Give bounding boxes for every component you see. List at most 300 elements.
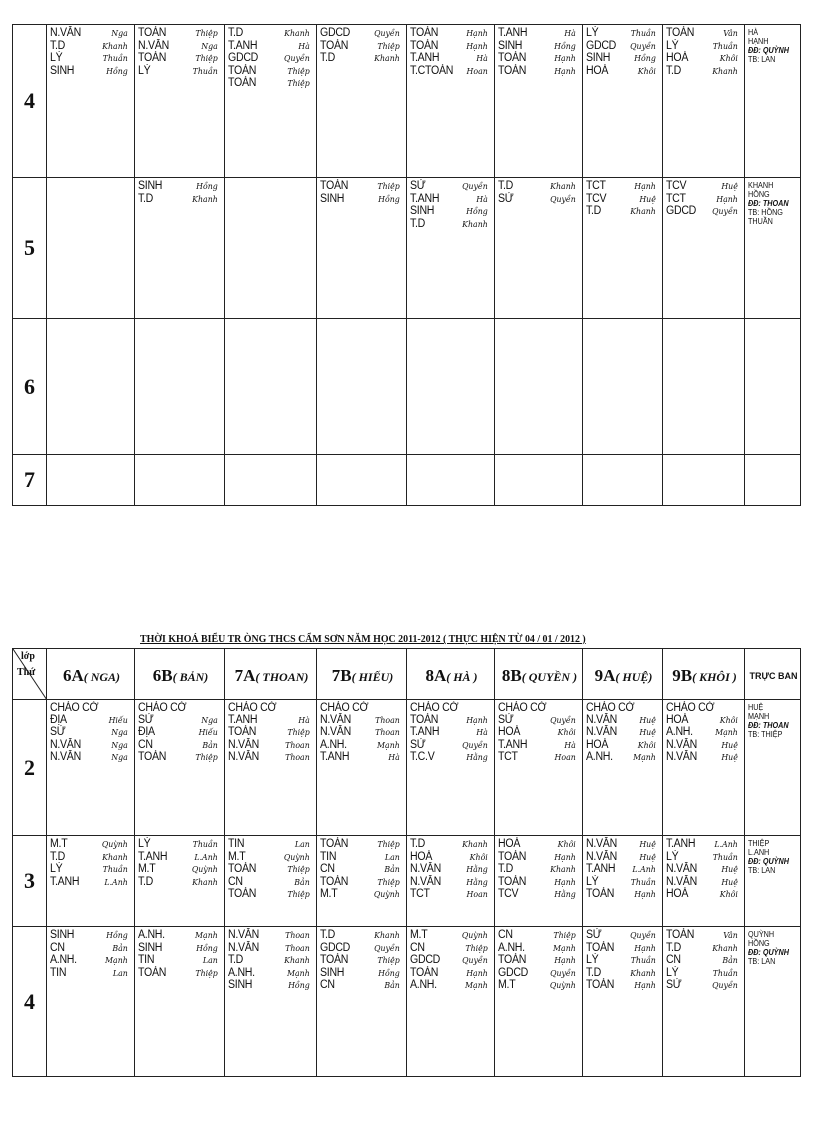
teacher: Hoan bbox=[554, 753, 576, 763]
teacher: Thiệp bbox=[195, 968, 218, 979]
subject: CN bbox=[410, 941, 425, 954]
teacher: Khôi bbox=[557, 840, 576, 850]
duty-header: TRỰC BAN bbox=[745, 649, 801, 700]
subject: SINH bbox=[138, 180, 163, 192]
lesson-cell bbox=[317, 25, 407, 178]
lesson-line bbox=[586, 66, 660, 79]
lesson-line bbox=[498, 194, 579, 207]
subject: T.D bbox=[666, 64, 682, 77]
subject: GDCD bbox=[320, 941, 351, 954]
teacher: Quyền bbox=[462, 740, 488, 751]
lesson-line bbox=[666, 66, 742, 79]
subject: N.VĂN bbox=[666, 751, 697, 763]
subject: T.ANH bbox=[410, 192, 440, 205]
teacher: Huệ bbox=[639, 840, 656, 850]
teacher: Khanh bbox=[550, 865, 576, 875]
duty-line: QUỲNH bbox=[748, 929, 775, 939]
class-header: 6B( BẢN) bbox=[135, 649, 225, 700]
day-cell: 3 bbox=[13, 836, 47, 927]
lesson-cell bbox=[225, 927, 317, 1077]
teacher: Thiệp bbox=[287, 79, 310, 89]
subject: M.T bbox=[410, 929, 428, 941]
teacher: Hồng bbox=[106, 931, 128, 941]
subject: SỬ bbox=[498, 192, 514, 205]
teacher: Hồng bbox=[634, 54, 656, 64]
teacher: Mạnh bbox=[287, 968, 310, 979]
lesson-cell bbox=[135, 836, 225, 927]
lesson-cell bbox=[495, 700, 583, 836]
teacher: Khanh bbox=[192, 194, 218, 205]
lesson-line bbox=[410, 66, 491, 79]
subject: SINH bbox=[228, 979, 253, 991]
lesson-cell bbox=[407, 319, 495, 455]
subject: T.D bbox=[410, 838, 426, 850]
lesson-cell bbox=[583, 319, 663, 455]
subject: LÝ bbox=[586, 875, 599, 888]
teacher: Hạnh bbox=[634, 890, 656, 900]
lesson-cell bbox=[663, 178, 745, 319]
day-cell: 5 bbox=[13, 178, 47, 319]
teacher: Thuần bbox=[192, 66, 218, 77]
subject: TOÁN bbox=[138, 27, 167, 39]
teacher: Khanh bbox=[462, 219, 488, 230]
day-row bbox=[13, 927, 801, 1077]
subject: TOÁN bbox=[138, 52, 167, 64]
subject: T.ANH bbox=[228, 713, 258, 726]
subject: N.VĂN bbox=[410, 863, 441, 875]
subject: TCT bbox=[586, 180, 606, 192]
subject: CN bbox=[228, 875, 243, 888]
teacher: Khanh bbox=[284, 29, 310, 39]
teacher: Mạnh bbox=[633, 753, 656, 763]
teacher: L.Anh bbox=[194, 852, 218, 863]
teacher: Hồng bbox=[554, 41, 576, 52]
teacher: Bản bbox=[384, 865, 400, 875]
class-header: 7A( THOAN) bbox=[225, 649, 317, 700]
duty-cell bbox=[745, 178, 801, 319]
lesson-line bbox=[498, 752, 579, 765]
teacher: Thiệp bbox=[377, 877, 400, 888]
subject: SỬ bbox=[666, 979, 682, 991]
subject: TOÁN bbox=[228, 77, 257, 89]
subject: TOÁN bbox=[320, 875, 349, 888]
teacher: Thuần bbox=[630, 877, 656, 888]
teacher: Quỳnh bbox=[101, 840, 128, 850]
subject: HOÁ bbox=[498, 838, 521, 850]
day-row bbox=[13, 836, 801, 927]
teacher: Hạnh bbox=[554, 877, 576, 888]
subject: T.ANH bbox=[498, 27, 528, 39]
lesson-cell bbox=[583, 836, 663, 927]
day-row bbox=[13, 700, 801, 836]
lesson-cell bbox=[495, 836, 583, 927]
lesson-cell bbox=[663, 927, 745, 1077]
teacher: Khanh bbox=[630, 207, 656, 217]
lesson-cell bbox=[47, 178, 135, 319]
lesson-cell bbox=[135, 178, 225, 319]
duty-line: ĐĐ: THOAN bbox=[748, 720, 789, 730]
lesson-cell bbox=[583, 25, 663, 178]
subject: N.VĂN bbox=[228, 929, 259, 941]
subject: SỬ bbox=[50, 726, 66, 738]
subject: LÝ bbox=[666, 966, 679, 979]
subject: HOÁ bbox=[498, 726, 521, 738]
subject: N.VĂN bbox=[586, 726, 617, 738]
subject: SỬ bbox=[410, 738, 426, 751]
lesson-cell bbox=[317, 836, 407, 927]
lesson-line bbox=[138, 968, 221, 981]
lesson-line bbox=[228, 889, 313, 902]
teacher: Hạnh bbox=[634, 943, 656, 954]
lesson-line bbox=[50, 877, 131, 890]
subject: A.NH. bbox=[138, 929, 165, 941]
teacher: Thiệp bbox=[553, 931, 576, 941]
lesson-cell bbox=[663, 700, 745, 836]
subject: TOÁN bbox=[320, 838, 349, 850]
subject: T.ANH bbox=[50, 875, 80, 888]
subject: LÝ bbox=[586, 27, 599, 39]
lesson-cell bbox=[47, 455, 135, 506]
teacher: Quyền bbox=[630, 931, 656, 941]
teacher: Thuần bbox=[712, 968, 738, 979]
lesson-line bbox=[228, 980, 313, 993]
subject: HOÁ bbox=[666, 888, 689, 900]
teacher: Hồng bbox=[466, 207, 488, 217]
subject: N.VĂN bbox=[320, 713, 351, 726]
teacher: Quyền bbox=[374, 29, 400, 39]
subject: TOÁN bbox=[228, 64, 257, 77]
subject: TOÁN bbox=[228, 888, 257, 900]
teacher: Thuần bbox=[712, 41, 738, 52]
teacher: Bản bbox=[384, 981, 400, 991]
teacher: Hạnh bbox=[466, 968, 488, 979]
subject: N.VĂN bbox=[228, 738, 259, 751]
subject: N.VĂN bbox=[50, 27, 81, 39]
lesson-cell bbox=[135, 927, 225, 1077]
duty-line: ĐĐ: QUỲNH bbox=[748, 45, 789, 55]
subject: T.ANH bbox=[410, 52, 440, 64]
lesson-line bbox=[138, 194, 221, 207]
subject: SỬ bbox=[410, 180, 426, 192]
teacher: Hồng bbox=[378, 968, 400, 979]
teacher: Quyền bbox=[550, 968, 576, 979]
teacher: Khanh bbox=[284, 956, 310, 966]
subject: N.VĂN bbox=[50, 751, 81, 763]
teacher: Mạnh bbox=[553, 943, 576, 954]
lesson-cell bbox=[407, 178, 495, 319]
teacher: Thuần bbox=[102, 54, 128, 64]
subject: ĐỊA bbox=[50, 713, 67, 726]
lesson-cell bbox=[225, 178, 317, 319]
subject: TOÁN bbox=[228, 726, 257, 738]
teacher: Thiệp bbox=[287, 890, 310, 900]
subject: TOÁN bbox=[138, 966, 167, 979]
lesson-cell bbox=[47, 700, 135, 836]
subject: SỬ bbox=[138, 713, 154, 726]
subject: N.VĂN bbox=[228, 941, 259, 954]
teacher: Hà bbox=[476, 194, 488, 205]
lesson-cell bbox=[583, 455, 663, 506]
teacher: Lan bbox=[384, 852, 400, 863]
teacher: Khôi bbox=[637, 740, 656, 751]
lesson-line bbox=[410, 980, 491, 993]
lesson-cell bbox=[583, 927, 663, 1077]
subject: LÝ bbox=[138, 64, 151, 77]
teacher: Quỳnh bbox=[191, 865, 218, 875]
subject: T.ANH bbox=[228, 39, 258, 52]
subject: TOÁN bbox=[586, 888, 615, 900]
day-row bbox=[13, 25, 801, 178]
subject: N.VĂN bbox=[666, 863, 697, 875]
subject: CN bbox=[320, 979, 335, 991]
duty-line: MẠNH bbox=[748, 711, 770, 721]
corner-day-label: Thứ bbox=[17, 667, 36, 678]
subject: N.VĂN bbox=[138, 39, 169, 52]
subject: TIN bbox=[138, 954, 155, 966]
duty-cell bbox=[745, 700, 801, 836]
lesson-cell bbox=[317, 178, 407, 319]
subject: TOÁN bbox=[320, 954, 349, 966]
lesson-cell bbox=[225, 836, 317, 927]
subject: HOÁ bbox=[410, 850, 433, 863]
lesson-line bbox=[498, 980, 579, 993]
teacher: Khôi bbox=[557, 728, 576, 738]
subject: LÝ bbox=[138, 838, 151, 850]
subject: N.VĂN bbox=[320, 726, 351, 738]
teacher: Thoan bbox=[285, 943, 310, 954]
teacher: Hồng bbox=[196, 182, 218, 192]
bottom-timetable bbox=[12, 648, 801, 1077]
duty-line: TB: LAN bbox=[748, 956, 776, 966]
subject: TCT bbox=[410, 888, 430, 900]
teacher: Hà bbox=[564, 740, 576, 751]
subject: T.D bbox=[228, 27, 244, 39]
teacher: Hạnh bbox=[554, 852, 576, 863]
lesson-line bbox=[50, 852, 131, 865]
subject: CN bbox=[498, 929, 513, 941]
teacher: Nga bbox=[201, 715, 218, 726]
teacher: Khanh bbox=[630, 968, 656, 979]
teacher: L.Anh bbox=[104, 877, 128, 888]
teacher: Khanh bbox=[374, 931, 400, 941]
subject: T.ANH bbox=[320, 751, 350, 763]
subject: M.T bbox=[228, 850, 246, 863]
lesson-line bbox=[320, 889, 403, 902]
teacher: Quyền bbox=[550, 715, 576, 726]
duty-line: ĐĐ: THOAN bbox=[748, 198, 789, 208]
subject: M.T bbox=[320, 888, 338, 900]
teacher: Quyền bbox=[550, 194, 576, 205]
subject: T.C.V bbox=[410, 751, 435, 763]
duty-line: THIỆP bbox=[748, 838, 770, 848]
teacher: Thuần bbox=[192, 840, 218, 850]
subject: LÝ bbox=[50, 863, 63, 875]
teacher: Hằng bbox=[466, 753, 488, 763]
teacher: Thoan bbox=[285, 753, 310, 763]
subject: GDCD bbox=[410, 954, 441, 966]
teacher: Thiệp bbox=[377, 956, 400, 966]
teacher: Quỳnh bbox=[549, 981, 576, 991]
teacher: Quyền bbox=[462, 956, 488, 966]
duty-cell bbox=[745, 25, 801, 178]
subject: TOÁN bbox=[410, 39, 439, 52]
lesson-cell bbox=[47, 927, 135, 1077]
teacher: Hạnh bbox=[554, 54, 576, 64]
teacher: Hằng bbox=[554, 890, 576, 900]
subject: HOÁ bbox=[586, 64, 609, 77]
subject: TOÁN bbox=[320, 39, 349, 52]
lesson-cell bbox=[407, 927, 495, 1077]
subject: CHÀO CỜ bbox=[410, 702, 459, 714]
subject: CHÀO CỜ bbox=[320, 702, 369, 714]
lesson-cell bbox=[407, 836, 495, 927]
subject: SINH bbox=[50, 64, 75, 77]
lesson-cell bbox=[47, 25, 135, 178]
teacher: Hà bbox=[476, 54, 488, 64]
day-cell: 7 bbox=[13, 455, 47, 506]
teacher: Thuần bbox=[102, 865, 128, 875]
duty-line: TB: HỒNG bbox=[748, 207, 783, 217]
day-cell: 4 bbox=[13, 927, 47, 1077]
corner-class-label: lớp bbox=[21, 651, 35, 662]
duty-line: HỒNG bbox=[748, 189, 770, 199]
subject: CHÀO CỜ bbox=[138, 702, 187, 714]
subject: SINH bbox=[586, 52, 611, 64]
teacher: Quỳnh bbox=[373, 890, 400, 900]
subject: CHÀO CỜ bbox=[228, 702, 277, 714]
teacher: Lan bbox=[294, 840, 310, 850]
duty-line: TB: LAN bbox=[748, 865, 776, 875]
subject: GDCD bbox=[586, 39, 617, 52]
teacher: Thiệp bbox=[377, 182, 400, 192]
subject: TOÁN bbox=[666, 929, 695, 941]
day-cell: 6 bbox=[13, 319, 47, 455]
subject: LÝ bbox=[586, 954, 599, 966]
teacher: Hà bbox=[564, 29, 576, 39]
subject: TOÁN bbox=[498, 875, 527, 888]
lesson-line bbox=[50, 41, 131, 54]
lesson-cell bbox=[583, 700, 663, 836]
subject: GDCD bbox=[228, 52, 259, 64]
subject: TOÁN bbox=[498, 850, 527, 863]
subject: TOÁN bbox=[586, 941, 615, 954]
class-header: 9B( KHÔI ) bbox=[663, 649, 745, 700]
lesson-cell bbox=[407, 700, 495, 836]
lesson-cell bbox=[47, 319, 135, 455]
lesson-line bbox=[666, 980, 742, 993]
teacher: Thuần bbox=[712, 852, 738, 863]
lesson-cell bbox=[407, 455, 495, 506]
lesson-line bbox=[320, 194, 403, 207]
subject: TOÁN bbox=[320, 180, 349, 192]
teacher: Hằng bbox=[466, 877, 488, 888]
subject: SINH bbox=[410, 205, 435, 217]
teacher: Huệ bbox=[639, 728, 656, 738]
subject: T.ANH bbox=[138, 850, 168, 863]
teacher: Huệ bbox=[721, 877, 738, 888]
lesson-line bbox=[586, 752, 660, 765]
teacher: Hiếu bbox=[198, 728, 218, 738]
subject: TOÁN bbox=[666, 27, 695, 39]
lesson-line bbox=[410, 219, 491, 232]
teacher: Quyền bbox=[712, 981, 738, 991]
teacher: Vân bbox=[723, 931, 738, 941]
day-row bbox=[13, 178, 801, 319]
teacher: Hồng bbox=[288, 981, 310, 991]
lesson-cell bbox=[225, 319, 317, 455]
lesson-cell bbox=[407, 25, 495, 178]
subject: T.ANH bbox=[586, 863, 616, 875]
lesson-cell bbox=[225, 455, 317, 506]
day-cell: 2 bbox=[13, 700, 47, 836]
subject: TOÁN bbox=[586, 979, 615, 991]
lesson-line bbox=[586, 889, 660, 902]
subject: TIN bbox=[50, 966, 67, 979]
teacher: Huệ bbox=[639, 852, 656, 863]
top-timetable bbox=[12, 24, 801, 506]
subject: SINH bbox=[320, 966, 345, 979]
lesson-cell bbox=[135, 700, 225, 836]
subject: T.D bbox=[586, 966, 602, 979]
class-header: 7B( HIẾU) bbox=[317, 649, 407, 700]
subject: M.T bbox=[498, 979, 516, 991]
teacher: Huệ bbox=[721, 740, 738, 751]
duty-line: HỒNG bbox=[748, 938, 770, 948]
teacher: Khôi bbox=[719, 54, 738, 64]
lesson-cell bbox=[663, 319, 745, 455]
subject: CHÀO CỜ bbox=[586, 702, 635, 714]
teacher: Hồng bbox=[378, 194, 400, 205]
subject: TIN bbox=[320, 850, 337, 863]
teacher: Quyền bbox=[712, 207, 738, 217]
lesson-line bbox=[228, 752, 313, 765]
duty-cell bbox=[745, 836, 801, 927]
teacher: Mạnh bbox=[195, 931, 218, 941]
subject: SỬ bbox=[586, 929, 602, 941]
teacher: Khanh bbox=[550, 182, 576, 192]
lesson-cell bbox=[317, 319, 407, 455]
subject: N.VĂN bbox=[586, 838, 617, 850]
subject: CN bbox=[138, 738, 153, 751]
teacher: Quỳnh bbox=[461, 931, 488, 941]
teacher: L.Anh bbox=[632, 865, 656, 875]
subject: N.VĂN bbox=[666, 875, 697, 888]
teacher: Hạnh bbox=[634, 981, 656, 991]
subject: A.NH. bbox=[320, 738, 347, 751]
subject: T.D bbox=[320, 52, 336, 64]
lesson-line bbox=[666, 889, 742, 902]
subject: GDCD bbox=[498, 966, 529, 979]
subject: N.VĂN bbox=[586, 850, 617, 863]
teacher: Hiếu bbox=[108, 715, 128, 726]
subject: M.T bbox=[50, 838, 68, 850]
subject: TCV bbox=[666, 180, 687, 192]
subject: N.VĂN bbox=[50, 738, 81, 751]
subject: CN bbox=[666, 954, 681, 966]
subject: TOÁN bbox=[138, 751, 167, 763]
duty-line: ĐĐ: QUỲNH bbox=[748, 947, 789, 957]
teacher: Huệ bbox=[639, 715, 656, 726]
duty-line: HUỆ bbox=[748, 702, 764, 712]
teacher: Khanh bbox=[712, 66, 738, 77]
lesson-line bbox=[666, 752, 742, 765]
lesson-line bbox=[410, 752, 491, 765]
teacher: Thiệp bbox=[195, 753, 218, 763]
lesson-line bbox=[50, 66, 131, 79]
subject: SINH bbox=[50, 929, 75, 941]
subject: T.D bbox=[138, 192, 154, 205]
lesson-cell bbox=[135, 25, 225, 178]
